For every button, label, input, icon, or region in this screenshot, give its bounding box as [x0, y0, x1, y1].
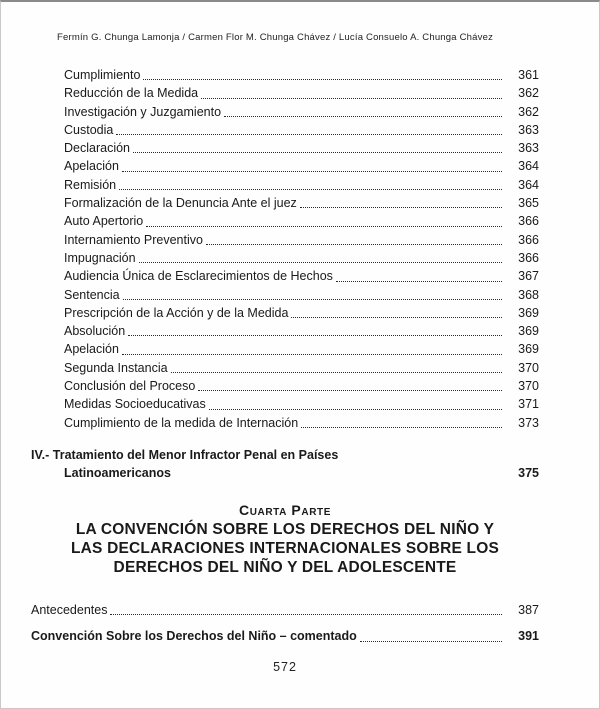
part-kicker: Cuarta Parte [238, 501, 331, 518]
toc-entry-page: 363 [518, 141, 539, 156]
toc-entry-label: Remisión [64, 177, 117, 192]
toc-entry-page: 370 [518, 379, 539, 394]
toc-entry [64, 66, 539, 84]
toc-entry [64, 359, 539, 377]
toc-leader-dots [119, 189, 502, 190]
toc-entry-label: Internamiento Preventivo [64, 232, 203, 247]
toc-entry-page: 369 [518, 305, 539, 320]
toc-entry-label: Segunda Instancia [64, 360, 168, 375]
toc-entry-page: 366 [518, 232, 539, 247]
toc-entry-label: Sentencia [64, 287, 120, 302]
toc-entry-label: Formalización de la Denuncia Ante el juez [64, 196, 297, 211]
toc-entry-page: 366 [518, 250, 539, 265]
toc-leader-dots [206, 244, 502, 245]
toc-entry-page: 362 [518, 104, 539, 119]
toc-entry-label: Cumplimiento [64, 68, 141, 82]
toc-leader-dots [146, 226, 502, 227]
footer-page-number: 572 [273, 659, 297, 674]
toc-entry-label: Declaración [64, 141, 131, 156]
toc-entry [64, 139, 539, 157]
toc-entry [64, 249, 539, 267]
toc-entry [64, 231, 539, 249]
toc-entry [64, 157, 539, 175]
toc-entry-page: 361 [518, 68, 539, 82]
part-heading [31, 500, 539, 577]
toc-entry [64, 322, 539, 340]
toc-entry-page: 367 [518, 269, 539, 284]
toc-entry [64, 121, 539, 139]
toc-leader-dots [133, 152, 502, 153]
toc-entry-label: Absolución [64, 324, 126, 339]
toc-leader-dots [198, 390, 502, 391]
toc-leader-dots [300, 207, 502, 208]
toc-leader-dots [110, 614, 502, 615]
toc-leader-dots [336, 281, 502, 282]
toc-entry-label: Conclusión del Proceso [64, 379, 196, 394]
section-iv-line2: Latinoamericanos [64, 465, 171, 480]
toc-leader-dots [122, 171, 502, 172]
toc-leader-dots [139, 262, 502, 263]
toc-entry [64, 395, 539, 413]
toc-entry-label: Cumplimiento de la medida de Internación [64, 415, 299, 430]
toc-entry-page: 391 [518, 629, 539, 644]
toc-leader-dots [201, 98, 502, 99]
toc-entry-page: 365 [518, 196, 539, 211]
toc-entry-label: Prescripción de la Acción y de la Medida [64, 305, 289, 320]
toc-entry-label: Reducción de la Medida [64, 86, 199, 101]
toc-entry-label: Medidas Socioeducativas [64, 397, 206, 412]
toc-entry-page: 387 [518, 602, 539, 617]
toc-entry [64, 176, 539, 194]
toc-entry-page: 366 [518, 214, 539, 229]
toc-entry-page: 364 [518, 159, 539, 174]
toc-entry [64, 267, 539, 285]
toc-entry [64, 304, 539, 322]
toc-entry-label: Custodia [64, 122, 114, 137]
toc-entry-page: 369 [518, 342, 539, 357]
part-title-line1: LA CONVENCIÓN SOBRE LOS DERECHOS DEL NIÑO Y [75, 520, 495, 538]
toc-entry-label: Convención Sobre los Derechos del Niño – comentado [31, 629, 357, 644]
part-title-line2: LAS DECLARACIONES INTERNACIONALES SOBRE LOS [71, 539, 499, 557]
section-iv-line2-row [31, 464, 539, 482]
section-iv-page: 375 [518, 465, 539, 480]
toc-entry [31, 627, 539, 645]
toc-entry-label: Apelación [64, 342, 119, 357]
toc-entry [64, 340, 539, 358]
toc-entry-label: Investigación y Juzgamiento [64, 104, 222, 119]
toc-entry [64, 212, 539, 230]
toc-entry-page: 373 [518, 415, 539, 430]
toc-leader-dots [209, 409, 502, 410]
section-iv-line1: IV.- Tratamiento del Menor Infractor Penal en Países [31, 447, 339, 462]
toc-leader-dots [143, 79, 502, 80]
bottom-entries-list [31, 601, 539, 646]
toc-leader-dots [116, 134, 502, 135]
toc-leader-dots [171, 372, 502, 373]
toc-leader-dots [128, 335, 502, 336]
toc-entry-page: 371 [518, 397, 539, 412]
toc-entry [64, 103, 539, 121]
toc-entry-label: Apelación [64, 159, 119, 174]
toc-entry [64, 84, 539, 102]
toc-entry [64, 286, 539, 304]
toc-entry [64, 194, 539, 212]
toc-entry [64, 414, 539, 432]
running-header-authors: Fermín G. Chunga Lamonja / Carmen Flor M. Chunga Chávez / Lucía Consuelo A. Chunga Chávez [57, 32, 494, 43]
toc-leader-dots [360, 641, 502, 642]
part-title-line3: DERECHOS DEL NIÑO Y DEL ADOLESCENTE [113, 558, 457, 576]
toc-entry-page: 362 [518, 86, 539, 101]
toc-entry-page: 369 [518, 324, 539, 339]
toc-leader-dots [224, 116, 502, 117]
toc-list [64, 66, 539, 432]
toc-leader-dots [123, 299, 502, 300]
toc-entry [64, 377, 539, 395]
toc-entry-label: Impugnación [64, 250, 136, 265]
toc-leader-dots [291, 317, 502, 318]
toc-entry [31, 601, 539, 619]
toc-entry-label: Audiencia Única de Esclarecimientos de Hechos [64, 269, 333, 284]
toc-leader-dots [301, 427, 502, 428]
toc-entry-page: 363 [518, 122, 539, 137]
toc-entry-section-iv [31, 446, 539, 482]
toc-entry-page: 368 [518, 287, 539, 302]
toc-leader-dots [122, 354, 502, 355]
toc-entry-label: Auto Apertorio [64, 214, 144, 229]
toc-entry-page: 364 [518, 177, 539, 192]
toc-entry-page: 370 [518, 360, 539, 375]
toc-entry-label: Antecedentes [31, 602, 108, 617]
